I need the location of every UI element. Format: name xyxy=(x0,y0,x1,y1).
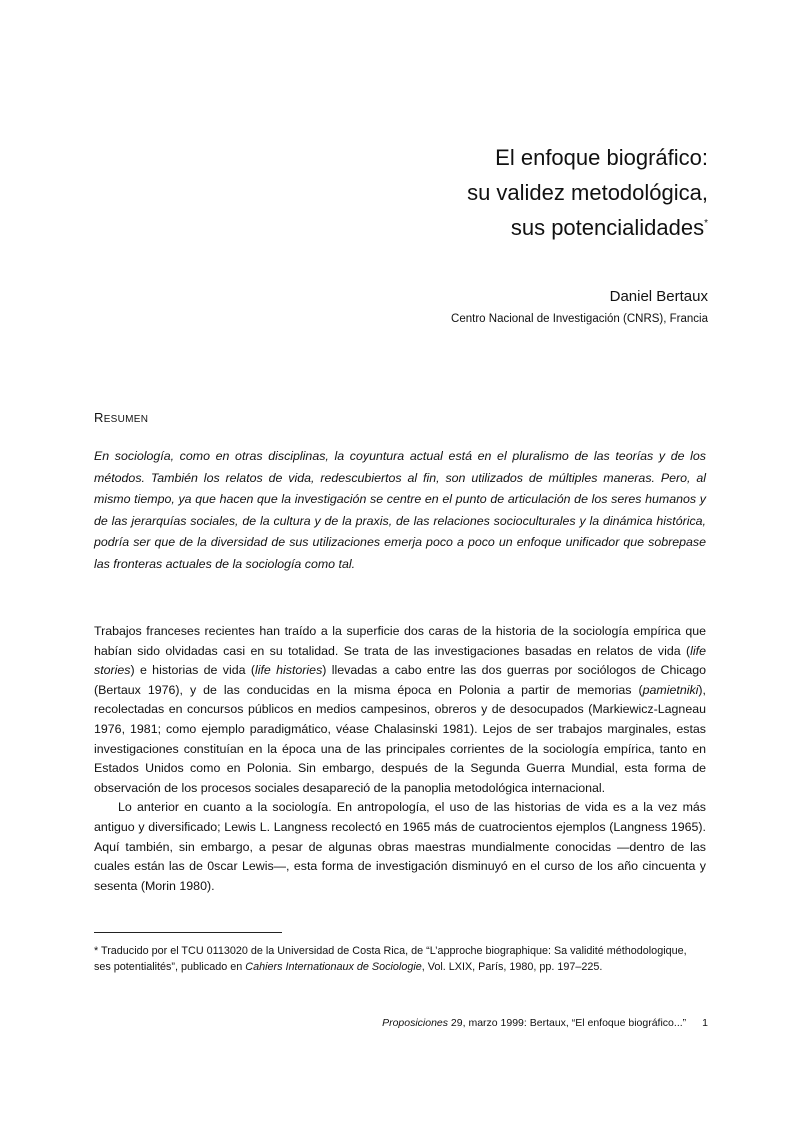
footnote-divider xyxy=(94,932,282,933)
title-line-3-text: sus potencialidades xyxy=(510,215,705,240)
body-text xyxy=(94,622,706,896)
paragraph-1-text-2: ) e historias de vida ( xyxy=(130,663,255,678)
abstract-heading-initial: R xyxy=(94,410,104,425)
abstract-text: En sociología, como en otras disciplinas, la coyuntura actual está en el pluralismo de las teorías y de los métodos. También los relatos de vida, redescubiertos al fin, son utilizados de múltiples maneras. Pero, al mismo tiempo, ya que hacen que la investigación se centre en el punto de articulación de los seres humanos y de las jerarquías sociales, de la cultura y de la praxis, de las relaciones socioculturales y la dinámica histórica, podría ser que de la diversidad de sus utilizaciones emerja poco a poco un enfoque unificador que sobrepase las fronteras actuales de la sociología como tal. xyxy=(94,449,706,571)
footnote-text-2: , Vol. LXIX, París, 1980, pp. 197–225. xyxy=(421,960,603,973)
footnote-journal: Cahiers Internationaux de Sociologie xyxy=(245,960,422,973)
paragraph-1-italic-3: pamietniki xyxy=(642,682,699,697)
footer-citation: 29, marzo 1999: Bertaux, “El enfoque biográfico...” xyxy=(448,1017,687,1029)
abstract-heading xyxy=(94,410,148,425)
title-line-2: su validez metodológica, xyxy=(467,180,708,205)
author-affiliation: Centro Nacional de Investigación (CNRS), Francia xyxy=(451,313,708,325)
footer-journal: Proposiciones xyxy=(382,1017,449,1029)
author-name: Daniel Bertaux xyxy=(609,288,708,305)
paragraph-1-text-1: Trabajos franceses recientes han traído a la superficie dos caras de la historia de la sociología empírica que habían sido olvidadas casi en su totalidad. Se trata de las investigaciones basadas en relatos de vida ( xyxy=(94,624,706,658)
footnote-marker: * xyxy=(94,945,99,957)
article-title xyxy=(467,140,708,245)
paragraph-1-italic-1: life stories xyxy=(94,643,706,678)
running-footer xyxy=(382,1017,708,1029)
title-line-1: El enfoque biográfico: xyxy=(495,145,708,170)
paragraph-1-text-3: ) llevadas a cabo entre las dos guerras por sociólogos de Chicago (Bertaux 1976), y de las conducidas en la misma época en Polonia a partir de memorias ( xyxy=(94,663,707,697)
body-paragraph-1 xyxy=(94,622,706,798)
page-number: 1 xyxy=(702,1017,708,1029)
footnote xyxy=(94,944,706,975)
title-line-3 xyxy=(467,210,708,245)
footnote-text-1: Traducido por el TCU 0113020 de la Universidad de Costa Rica, de “L’approche biographique: Sa validité méthodologique, ses potentialités”, publicado en xyxy=(94,945,687,973)
title-footnote-marker[interactable]: * xyxy=(704,218,708,229)
paragraph-1-italic-2: life histories xyxy=(254,663,323,678)
abstract-heading-rest: ESUMEN xyxy=(103,414,149,425)
paragraph-1-text-4: ), recolectadas en concursos públicos en medios campesinos, obreros y de desocupados (Markiewicz-Lagneau 1976, 1981; como ejemplo paradigmático, véase Chalasinski 1981). Lejos de ser trabajos marginales, estas investigaciones constituían en la época una de las principales corrientes de la sociología empírica, tanto en Estados Unidos como en Polonia. Sin embargo, después de la Segunda Guerra Mundial, esta forma de observación de los procesos sociales desapareció de la panoplia metodológica internacional. xyxy=(94,682,706,795)
body-paragraph-2: Lo anterior en cuanto a la sociología. En antropología, el uso de las historias de vida es a la vez más antiguo y diversificado; Lewis L. Langness recolectó en 1965 más de cuatrocientos ejemplos (Langness 1965). Aquí también, sin embargo, a pesar de algunas obras maestras mundialmente conocidas —dentro de las cuales están las de 0scar Lewis—, esta forma de investigación disminuyó en el curso de los año cincuenta y sesenta (Morin 1980). xyxy=(94,800,706,893)
